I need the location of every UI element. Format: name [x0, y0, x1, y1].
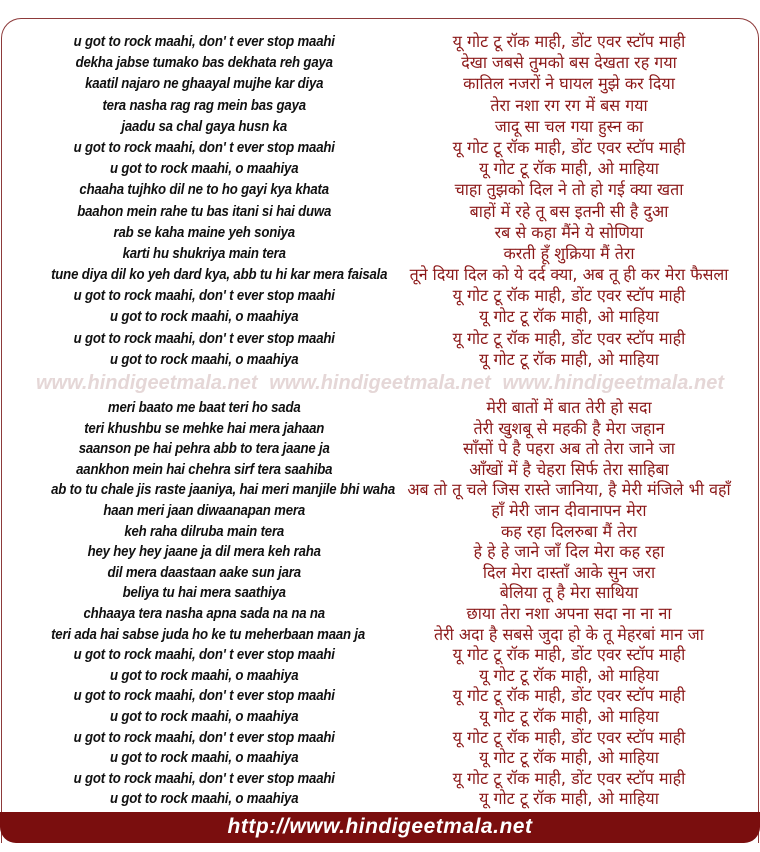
lyric-hindi: रब से कहा मैंने ये सोणिया [494, 222, 644, 242]
lyric-line [2, 116, 758, 137]
lyric-english: u got to rock maahi, don' t ever stop maahi [73, 329, 335, 347]
lyric-english: haan meri jaan diwaanapan mera [103, 501, 306, 519]
lyrics-content [2, 19, 758, 810]
lyric-hindi: कातिल नजरों ने घायल मुझे कर दिया [463, 74, 675, 94]
lyric-english: saanson pe hai pehra abb to tera jaane ja [78, 440, 330, 458]
lyric-english: karti hu shukriya main tera [122, 244, 286, 262]
lyric-hindi: यू गोट टू रॉक माही, डोंट एवर स्टॉप माही [452, 32, 686, 51]
stanza-2 [2, 398, 758, 810]
lyric-line [2, 158, 758, 179]
lyric-line [2, 460, 758, 481]
lyric-english: u got to rock maahi, don' t ever stop maahi [73, 287, 335, 305]
watermark-text: www.hindigeetmala.net [36, 372, 258, 394]
lyric-line [2, 625, 758, 646]
lyric-english: teri ada hai sabse juda ho ke tu meherbaan maan ja [51, 625, 366, 643]
lyric-line [2, 328, 758, 349]
lyric-english: u got to rock maahi, o maahiya [110, 308, 299, 326]
lyric-hindi: यू गोट टू रॉक माही, ओ माहिया [479, 665, 659, 685]
watermark-row [2, 372, 758, 394]
lyric-english: teri khushbu se mehke hai mera jahaan [84, 419, 325, 437]
lyric-hindi: आँखों में है चेहरा सिर्फ तेरा साहिबा [469, 459, 669, 479]
lyric-english: u got to rock maahi, o maahiya [110, 160, 299, 178]
lyric-hindi: दिल मेरा दास्ताँ आके सुन जरा [482, 562, 656, 582]
lyric-line [2, 73, 758, 94]
lyric-hindi: यू गोट टू रॉक माही, डोंट एवर स्टॉप माही [452, 768, 686, 788]
lyric-hindi: चाहा तुझको दिल ने तो हो गई क्या खता [454, 180, 684, 200]
lyric-line [2, 542, 758, 563]
lyric-english: rab se kaha maine yeh soniya [113, 223, 295, 241]
lyric-line [2, 645, 758, 666]
lyric-hindi: तेरी अदा है सबसे जुदा हो के तू मेहरबां मान जा [434, 624, 704, 644]
lyric-line [2, 95, 758, 116]
lyric-line [2, 419, 758, 440]
lyric-line [2, 480, 758, 501]
lyric-line [2, 666, 758, 687]
lyric-hindi: बेलिया तू है मेरा साथिया [499, 583, 639, 603]
lyric-line [2, 522, 758, 543]
lyric-line [2, 686, 758, 707]
lyric-line [2, 748, 758, 769]
lyric-english: u got to rock maahi, don' t ever stop maahi [73, 646, 335, 664]
lyric-hindi: यू गोट टू रॉक माही, ओ माहिया [479, 706, 659, 726]
lyric-hindi: यू गोट टू रॉक माही, डोंट एवर स्टॉप माही [452, 328, 686, 348]
lyric-english: kaatil najaro ne ghaayal mujhe kar diya [85, 75, 324, 93]
lyric-hindi: तेरा नशा रग रग में बस गया [490, 95, 648, 115]
lyric-line [2, 264, 758, 285]
lyric-line [2, 501, 758, 522]
lyric-hindi: तूने दिया दिल को ये दर्द क्या, अब तू ही कर मेरा फैसला [409, 265, 729, 285]
lyric-line [2, 563, 758, 584]
lyric-hindi: मेरी बातों में बात तेरी हो सदा [486, 398, 652, 417]
lyric-line [2, 769, 758, 790]
lyric-hindi: हे हे हे जाने जाँ दिल मेरा कह रहा [473, 542, 665, 562]
lyric-hindi: करती हूँ शुक्रिया मैं तेरा [503, 243, 635, 263]
lyric-line [2, 179, 758, 200]
lyric-english: chhaaya tera nasha apna sada na na na [83, 604, 325, 622]
lyric-line [2, 137, 758, 158]
lyric-line [2, 789, 758, 810]
lyric-english: jaadu sa chal gaya husn ka [121, 117, 288, 135]
lyric-line [2, 285, 758, 306]
lyric-line [2, 604, 758, 625]
lyric-hindi: यू गोट टू रॉक माही, ओ माहिया [479, 748, 659, 768]
lyric-hindi: तेरी खुशबू से महकी है मेरा जहान [473, 418, 665, 438]
lyric-hindi: यू गोट टू रॉक माही, ओ माहिया [479, 307, 659, 327]
lyric-hindi: साँसों पे है पहरा अब तो तेरा जाने जा [463, 439, 675, 459]
lyric-english: meri baato me baat teri ho sada [107, 399, 301, 416]
lyric-english: u got to rock maahi, don' t ever stop maahi [73, 33, 335, 50]
footer-url: http://www.hindigeetmala.net [227, 815, 533, 838]
lyric-english: u got to rock maahi, don' t ever stop maahi [73, 138, 335, 156]
lyric-english: u got to rock maahi, don' t ever stop maahi [73, 687, 335, 705]
lyric-line [2, 306, 758, 327]
lyric-hindi: अब तो तू चले जिस रास्ते जानिया, है मेरी मंजिले भी वहाँ [407, 480, 731, 500]
lyric-hindi: जादू सा चल गया हुस्न का [494, 116, 644, 136]
lyric-english: u got to rock maahi, o maahiya [110, 707, 299, 725]
lyric-hindi: यू गोट टू रॉक माही, ओ माहिया [479, 159, 659, 179]
lyric-line [2, 439, 758, 460]
lyric-english: aankhon mein hai chehra sirf tera saahiba [76, 460, 333, 478]
lyric-line [2, 349, 758, 370]
lyric-line [2, 707, 758, 728]
lyric-line [2, 222, 758, 243]
lyric-line [2, 583, 758, 604]
lyric-english: beliya tu hai mera saathiya [122, 584, 286, 602]
lyric-english: dekha jabse tumako bas dekhata reh gaya [75, 54, 333, 72]
lyric-hindi: हाँ मेरी जान दीवानापन मेरा [491, 500, 647, 520]
lyric-english: u got to rock maahi, o maahiya [110, 790, 299, 808]
lyric-hindi: बाहों में रहे तू बस इतनी सी है दुआ [469, 201, 669, 221]
lyric-english: tune diya dil ko yeh dard kya, abb tu hi kar mera faisala [51, 266, 388, 284]
lyric-english: u got to rock maahi, o maahiya [110, 666, 299, 684]
lyric-english: dil mera daastaan aake sun jara [107, 563, 301, 581]
watermark-text: www.hindigeetmala.net [269, 372, 491, 394]
lyric-english: u got to rock maahi, o maahiya [110, 350, 299, 368]
lyric-english: u got to rock maahi, o maahiya [110, 749, 299, 767]
lyric-hindi: यू गोट टू रॉक माही, डोंट एवर स्टॉप माही [452, 645, 686, 665]
lyric-line [2, 398, 758, 419]
lyric-english: baahon mein rahe tu bas itani si hai duwa [77, 202, 332, 220]
lyric-english: u got to rock maahi, don' t ever stop maahi [73, 769, 335, 787]
lyric-hindi: यू गोट टू रॉक माही, डोंट एवर स्टॉप माही [452, 286, 686, 306]
lyric-hindi: यू गोट टू रॉक माही, ओ माहिया [479, 349, 659, 369]
lyric-line [2, 201, 758, 222]
lyric-english: keh raha dilruba main tera [124, 522, 285, 540]
lyric-hindi: छाया तेरा नशा अपना सदा ना ना ना [466, 603, 672, 623]
lyric-hindi: यू गोट टू रॉक माही, डोंट एवर स्टॉप माही [452, 137, 686, 157]
lyric-hindi: यू गोट टू रॉक माही, डोंट एवर स्टॉप माही [452, 727, 686, 747]
lyric-english: hey hey hey jaane ja dil mera keh raha [87, 543, 321, 561]
lyric-line [2, 243, 758, 264]
lyric-english: chaaha tujhko dil ne to ho gayi kya khata [79, 181, 329, 199]
lyric-hindi: देखा जबसे तुमको बस देखता रह गया [461, 53, 677, 73]
lyric-line [2, 728, 758, 749]
lyrics-sheet [1, 18, 759, 843]
lyric-hindi: कह रहा दिलरुबा मैं तेरा [500, 521, 638, 541]
lyric-line [2, 31, 758, 52]
lyric-english: u got to rock maahi, don' t ever stop maahi [73, 728, 335, 746]
lyric-english: ab to tu chale jis raste jaaniya, hai meri manjile bhi waha [51, 481, 396, 499]
lyric-line [2, 52, 758, 73]
lyric-hindi: यू गोट टू रॉक माही, ओ माहिया [479, 789, 659, 809]
stanza-1 [2, 31, 758, 370]
lyric-english: tera nasha rag rag mein bas gaya [102, 96, 306, 114]
watermark-text: www.hindigeetmala.net [502, 372, 724, 394]
lyric-hindi: यू गोट टू रॉक माही, डोंट एवर स्टॉप माही [452, 686, 686, 706]
footer-bar [0, 812, 760, 843]
